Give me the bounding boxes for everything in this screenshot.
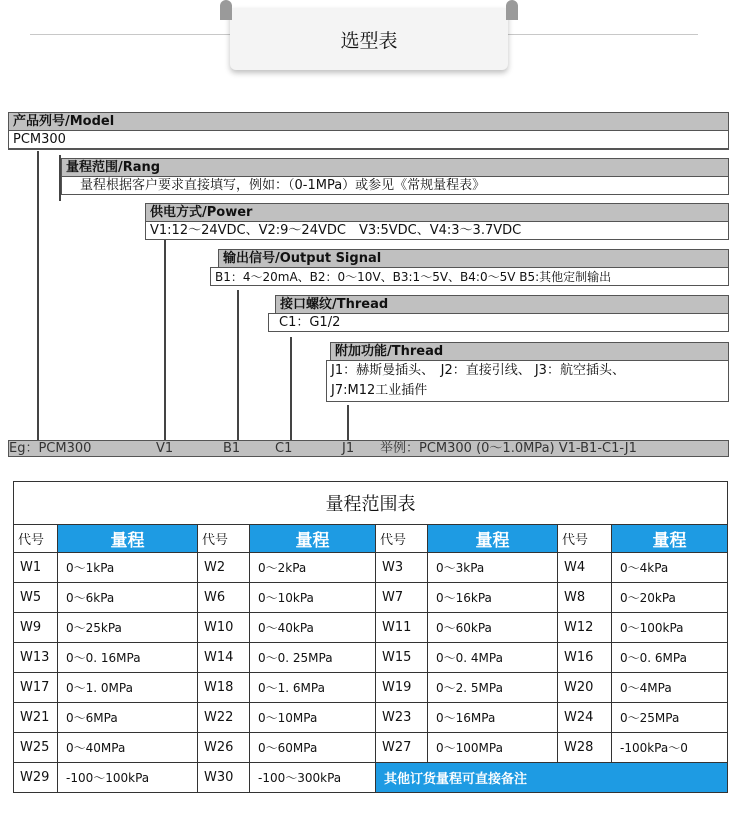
range-code: W26 bbox=[198, 733, 250, 763]
power-value: V1:12～24VDC、V2:9～24VDC V3:5VDC、V4:3～3.7VDC bbox=[145, 221, 729, 240]
connector-model bbox=[37, 151, 39, 441]
range-code: W5 bbox=[14, 583, 58, 613]
range-value: 0～0. 4MPa bbox=[428, 643, 558, 673]
example-v: V1 bbox=[156, 441, 174, 456]
title-rule-left bbox=[30, 34, 230, 35]
range-code: W2 bbox=[198, 553, 250, 583]
range-value: 0～0. 6MPa bbox=[612, 643, 728, 673]
range-code: W15 bbox=[376, 643, 428, 673]
range-value: -100～100kPa bbox=[58, 763, 198, 793]
range-value: 0～3kPa bbox=[428, 553, 558, 583]
range-value: 0～100kPa bbox=[612, 613, 728, 643]
range-code: W27 bbox=[376, 733, 428, 763]
range-code: W4 bbox=[558, 553, 612, 583]
range-code: W12 bbox=[558, 613, 612, 643]
range-value: 0～4kPa bbox=[612, 553, 728, 583]
range-value: 0～60MPa bbox=[250, 733, 376, 763]
range-value: 0～1kPa bbox=[58, 553, 198, 583]
range-code: W11 bbox=[376, 613, 428, 643]
example-text: 举例：PCM300 (0～1.0MPa) V1-B1-C1-J1 bbox=[380, 441, 637, 456]
range-code: W21 bbox=[14, 703, 58, 733]
model-bottom-rule bbox=[8, 148, 729, 150]
connector-output bbox=[237, 290, 239, 440]
range-code: W22 bbox=[198, 703, 250, 733]
example-c: C1 bbox=[275, 441, 293, 456]
range-code: W24 bbox=[558, 703, 612, 733]
range-code: W3 bbox=[376, 553, 428, 583]
range-code: W10 bbox=[198, 613, 250, 643]
range-value: 0～40MPa bbox=[58, 733, 198, 763]
header-code: 代号 bbox=[558, 525, 612, 553]
range-value: 0～16MPa bbox=[428, 703, 558, 733]
range-value: 0～25MPa bbox=[612, 703, 728, 733]
table-row bbox=[14, 613, 728, 643]
table-row bbox=[14, 553, 728, 583]
table-row bbox=[14, 673, 728, 703]
connector-addon bbox=[347, 405, 349, 440]
model-value: PCM300 bbox=[8, 130, 729, 149]
output-header: 输出信号/Output Signal bbox=[218, 249, 729, 267]
note-cell: 其他订货量程可直接备注 bbox=[376, 763, 728, 793]
table-row bbox=[14, 703, 728, 733]
range-code: W8 bbox=[558, 583, 612, 613]
range-code: W23 bbox=[376, 703, 428, 733]
connector-thread bbox=[290, 337, 292, 440]
range-code: W18 bbox=[198, 673, 250, 703]
range-table-caption: 量程范围表 bbox=[14, 482, 728, 525]
power-header: 供电方式/Power bbox=[145, 203, 729, 221]
range-code: W13 bbox=[14, 643, 58, 673]
range-value: 0～0. 25MPa bbox=[250, 643, 376, 673]
range-value: 0～10kPa bbox=[250, 583, 376, 613]
header-range: 量程 bbox=[58, 525, 198, 553]
range-value: 0～2. 5MPa bbox=[428, 673, 558, 703]
range-value: 0～6MPa bbox=[58, 703, 198, 733]
range-value: 0～2kPa bbox=[250, 553, 376, 583]
table-row bbox=[14, 643, 728, 673]
range-value: 量程根据客户要求直接填写，例如：（0-1MPa）或参见《常规量程表》 bbox=[61, 176, 729, 195]
example-bar bbox=[8, 440, 729, 457]
table-row bbox=[14, 583, 728, 613]
range-value: 0～4MPa bbox=[612, 673, 728, 703]
thread-value: C1：G1/2 bbox=[268, 313, 729, 332]
range-code: W7 bbox=[376, 583, 428, 613]
range-value: 0～40kPa bbox=[250, 613, 376, 643]
range-code: W6 bbox=[198, 583, 250, 613]
range-value: 0～1. 6MPa bbox=[250, 673, 376, 703]
range-code: W9 bbox=[14, 613, 58, 643]
model-header: 产品列号/Model bbox=[8, 112, 729, 130]
header-range: 量程 bbox=[250, 525, 376, 553]
range-value: 0～25kPa bbox=[58, 613, 198, 643]
addon-line-2: J7:M12工业插件 bbox=[331, 383, 428, 398]
header-code: 代号 bbox=[198, 525, 250, 553]
connector-power bbox=[164, 240, 166, 440]
range-code: W20 bbox=[558, 673, 612, 703]
range-code: W14 bbox=[198, 643, 250, 673]
range-code: W17 bbox=[14, 673, 58, 703]
range-code: W1 bbox=[14, 553, 58, 583]
range-value: 0～16kPa bbox=[428, 583, 558, 613]
header-range: 量程 bbox=[612, 525, 728, 553]
range-value: 0～6kPa bbox=[58, 583, 198, 613]
example-b: B1 bbox=[223, 441, 241, 456]
output-value: B1：4～20mA、B2：0～10V、B3:1～5V、B4:0～5V B5:其他定制输出 bbox=[210, 267, 729, 286]
header-code: 代号 bbox=[14, 525, 58, 553]
range-value: -100kPa～0 bbox=[612, 733, 728, 763]
example-eg: Eg：PCM300 bbox=[9, 441, 92, 456]
example-j: J1 bbox=[342, 441, 355, 456]
addon-value bbox=[326, 360, 729, 402]
title-rule-right bbox=[508, 34, 698, 35]
range-value: 0～20kPa bbox=[612, 583, 728, 613]
range-value: 0～100MPa bbox=[428, 733, 558, 763]
range-code: W30 bbox=[198, 763, 250, 793]
range-value: 0～0. 16MPa bbox=[58, 643, 198, 673]
header-code: 代号 bbox=[376, 525, 428, 553]
range-code: W25 bbox=[14, 733, 58, 763]
range-value: 0～10MPa bbox=[250, 703, 376, 733]
range-code: W28 bbox=[558, 733, 612, 763]
header-range: 量程 bbox=[428, 525, 558, 553]
range-code: W16 bbox=[558, 643, 612, 673]
table-row bbox=[14, 733, 728, 763]
range-value: 0～60kPa bbox=[428, 613, 558, 643]
range-value: 0～1. 0MPa bbox=[58, 673, 198, 703]
page-title: 选型表 bbox=[230, 8, 508, 70]
range-code: W29 bbox=[14, 763, 58, 793]
thread-header: 接口螺纹/Thread bbox=[275, 295, 729, 313]
range-code: W19 bbox=[376, 673, 428, 703]
range-table bbox=[13, 481, 728, 793]
range-header: 量程范围/Rang bbox=[61, 158, 729, 176]
table-row bbox=[14, 763, 728, 793]
addon-header: 附加功能/Thread bbox=[330, 342, 729, 360]
addon-line-1: J1：赫斯曼插头、 J2：直接引线、 J3：航空插头、 bbox=[331, 363, 625, 378]
range-value: -100～300kPa bbox=[250, 763, 376, 793]
range-table-header-row bbox=[14, 525, 728, 553]
